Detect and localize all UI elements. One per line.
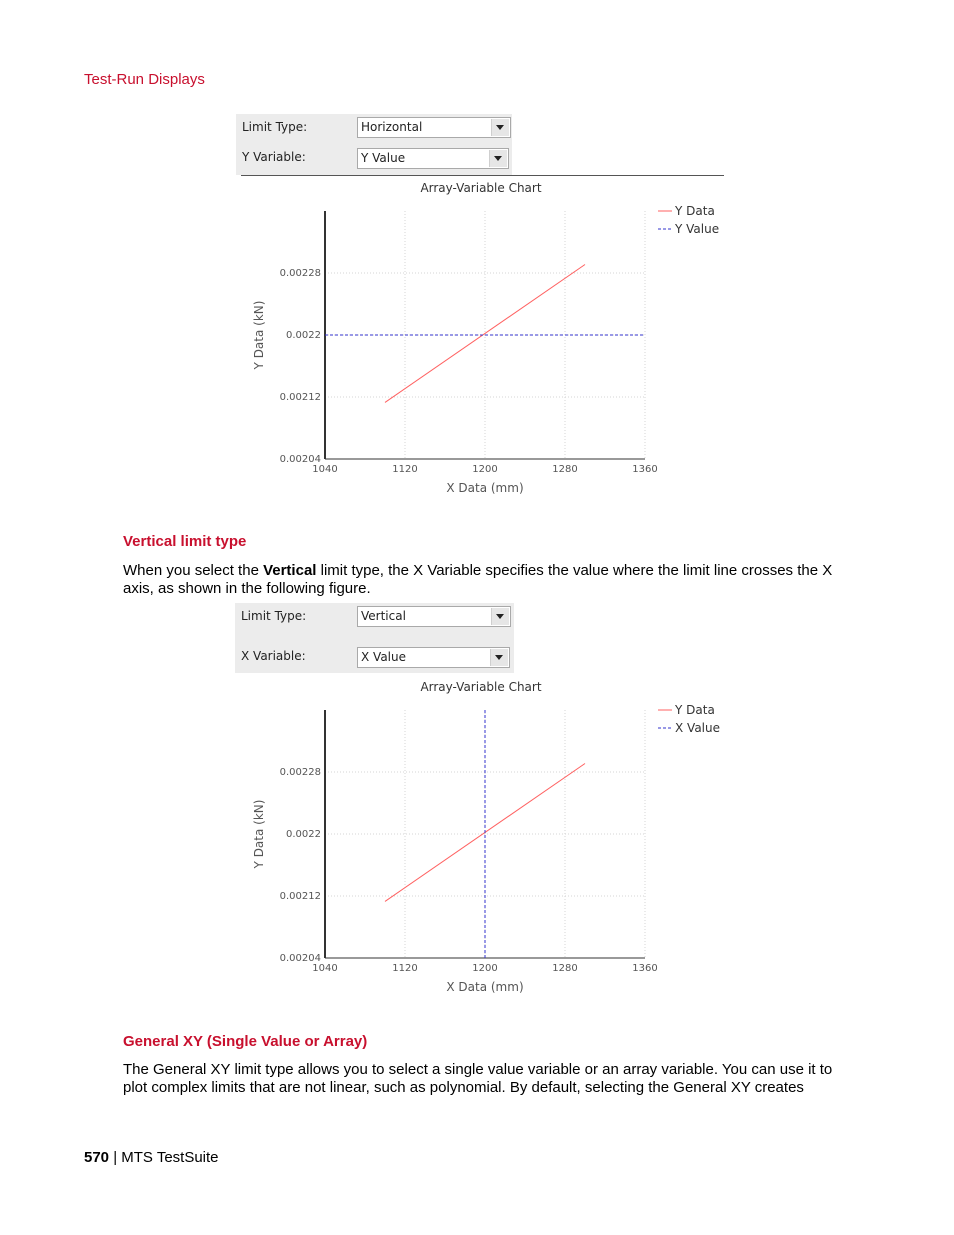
page-footer	[84, 1149, 219, 1166]
chart-title: Array-Variable Chart	[420, 680, 542, 694]
variable-label: X Variable:	[241, 649, 306, 663]
paragraph-text: When you select the	[123, 562, 264, 579]
x-axis-label: X Data (mm)	[446, 980, 524, 994]
y-tick-label: 0.00204	[279, 454, 321, 465]
chart-title: Array-Variable Chart	[420, 181, 542, 195]
x-tick-label: 1280	[552, 963, 578, 974]
x-tick-label: 1040	[312, 963, 338, 974]
array-variable-chart-1	[236, 176, 736, 506]
variable-select[interactable]	[357, 148, 509, 169]
y-tick-label: 0.00228	[279, 268, 321, 279]
variable-select[interactable]	[357, 647, 510, 668]
limit-type-value: Horizontal	[361, 120, 423, 134]
y-axis-label: Y Data (kN)	[252, 300, 266, 370]
x-tick-label: 1280	[552, 464, 578, 475]
y-tick-label: 0.00212	[279, 891, 321, 902]
chevron-down-icon[interactable]	[490, 649, 508, 666]
paragraph-bold-term: Vertical	[263, 562, 317, 579]
legend-label: Y Data	[675, 703, 715, 717]
page-number: 570	[84, 1149, 110, 1166]
limit-type-value: Vertical	[361, 609, 406, 623]
chevron-down-icon[interactable]	[491, 119, 509, 136]
variable-value: Y Value	[361, 151, 406, 165]
y-tick-label: 0.00204	[279, 953, 321, 964]
legend-label: Y Data	[675, 204, 715, 218]
legend-label: Y Value	[675, 222, 720, 236]
x-tick-label: 1360	[632, 963, 658, 974]
y-axis-label: Y Data (kN)	[252, 799, 266, 869]
paragraph-general-xy: The General XY limit type allows you to select a single value variable or an array variable. You can use it to plot complex limits that are not linear, such as polynomial. By default, selecting the General XY creates	[123, 1061, 833, 1096]
data-series-line	[385, 264, 585, 402]
x-tick-label: 1360	[632, 464, 658, 475]
array-variable-chart-2	[236, 675, 736, 1005]
y-tick-label: 0.00228	[279, 767, 321, 778]
limit-type-select[interactable]	[357, 606, 511, 627]
x-tick-label: 1040	[312, 464, 338, 475]
limit-controls-panel-2	[235, 603, 514, 673]
y-tick-label: 0.0022	[286, 330, 321, 341]
y-tick-label: 0.0022	[286, 829, 321, 840]
section-title-vertical: Vertical limit type	[123, 533, 247, 550]
variable-label: Y Variable:	[242, 150, 306, 164]
paragraph-vertical	[123, 562, 848, 598]
legend-label: X Value	[675, 721, 720, 735]
chevron-down-icon[interactable]	[491, 608, 509, 625]
chevron-down-icon[interactable]	[489, 150, 507, 167]
footer-title: | MTS TestSuite	[109, 1149, 219, 1166]
x-tick-label: 1120	[392, 464, 418, 475]
limit-controls-panel-1	[236, 114, 512, 175]
limit-type-select[interactable]	[357, 117, 511, 138]
section-title-general-xy: General XY (Single Value or Array)	[123, 1033, 368, 1050]
paragraph-text: limit type, the X Variable specifies the value where the limit line crosses the X axis, as shown in the following figure.	[123, 562, 833, 597]
x-tick-label: 1200	[472, 464, 498, 475]
x-tick-label: 1120	[392, 963, 418, 974]
limit-type-label: Limit Type:	[242, 120, 308, 134]
limit-type-label: Limit Type:	[241, 609, 307, 623]
variable-value: X Value	[361, 650, 406, 664]
page-header: Test-Run Displays	[84, 71, 205, 88]
y-tick-label: 0.00212	[279, 392, 321, 403]
x-tick-label: 1200	[472, 963, 498, 974]
x-axis-label: X Data (mm)	[446, 481, 524, 495]
